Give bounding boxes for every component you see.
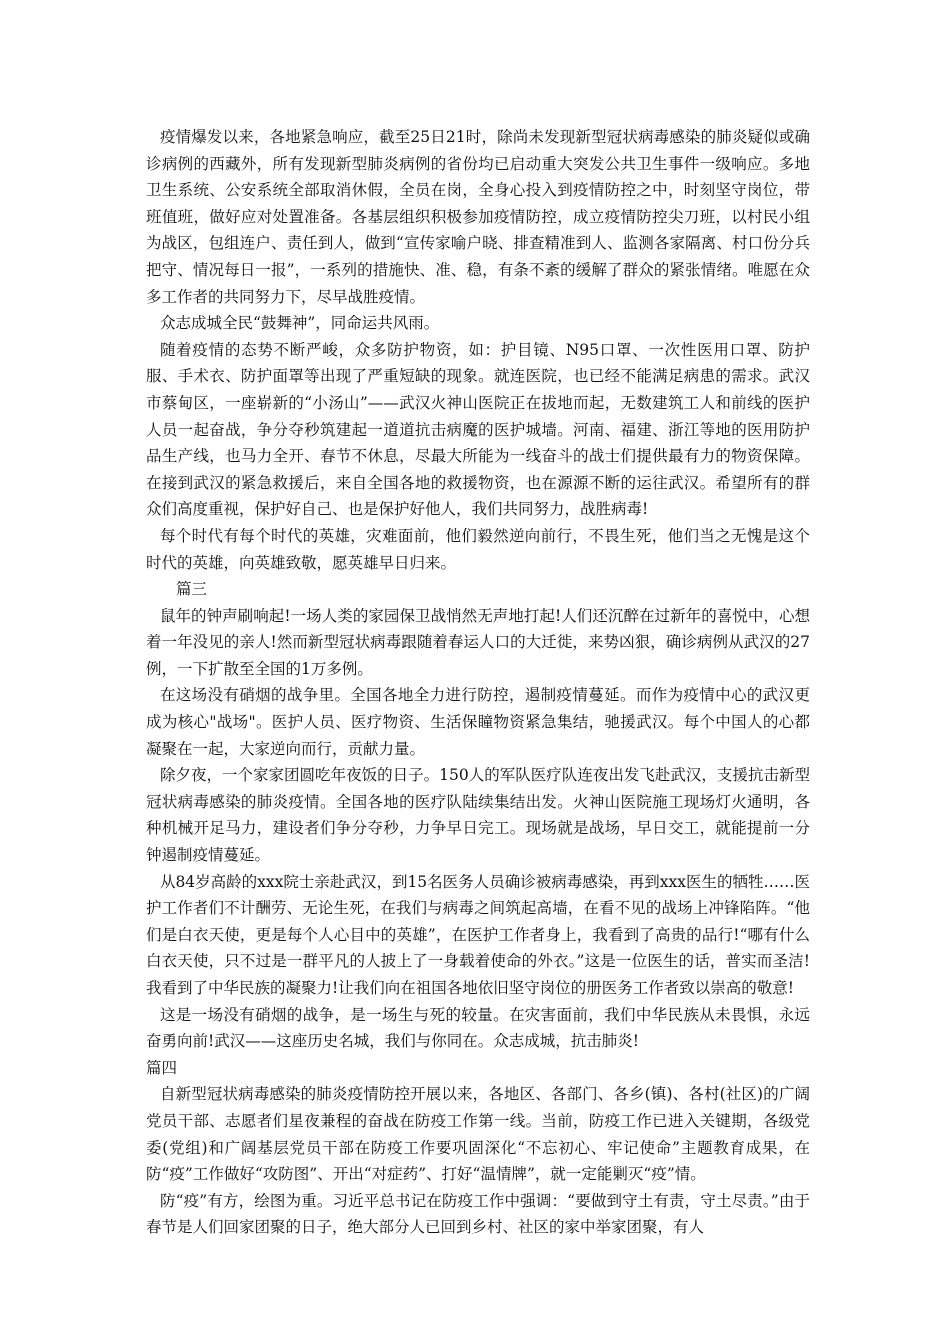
document-page: [146, 124, 810, 1241]
section-heading-4: 篇四: [146, 1058, 178, 1077]
paragraph: 防“疫”有方，绘图为重。习近平总书记在防疫工作中强调：“要做到守土有责，守土尽责。”由于春节是人们回家团聚的日子，绝大部分人已回到乡村、社区的家中举家团聚，有人: [146, 1191, 810, 1237]
paragraph: 众志成城全民“鼓舞神”，同命运共风雨。: [159, 314, 440, 333]
paragraph: 从84岁高龄的xxx院士亲赴武汉，到15名医务人员确诊被病毒感染，再到xxx医生的牺牲……医护工作者们不计酬劳、无论生死，在我们与病毒之间筑起高墙，在看不见的战场上冲锋陷阵。“他们是白衣天使，更是每个人心目中的英雄”，在医护工作者身上，我看到了高贵的品行!“哪有什么白衣天使，只不过是一群平凡的人披上了一身载着使命的外衣。”这是一位医生的话，普实而圣洁!我看到了中华民族的凝聚力!让我们向在祖国各地依旧坚守岗位的册医务工作者致以崇高的敬意!: [146, 872, 810, 997]
paragraph: 随着疫情的态势不断严峻，众多防护物资，如：护目镜、N95口罩、一次性医用口罩、防护服、手术衣、防护面罩等出现了严重短缺的现象。就连医院，也已经不能满足病患的需求。武汉市蔡甸区，一座崭新的“小汤山”——武汉火神山医院正在拔地而起，无数建筑工人和前线的医护人员一起奋战，争分夺秒筑建起一道道抗击病魔的医护城墙。河南、福建、浙江等地的医用防护品生产线，也马力全开、春节不休息，尽最大所能为一线奋斗的战士们提供最有力的物资保障。在接到武汉的紧急救援后，来自全国各地的救援物资，也在源源不断的运往武汉。希望所有的群众们高度重视，保护好自己、也是保护好他人，我们共同努力，战胜病毒!: [146, 340, 810, 519]
paragraph: 每个时代有每个时代的英雄，灾难面前，他们毅然逆向前行，不畏生死，他们当之无愧是这个时代的英雄，向英雄致敬，愿英雄早日归来。: [146, 526, 810, 572]
paragraph: 鼠年的钟声刷响起!一场人类的家园保卫战悄然无声地打起!人们还沉醉在过新年的喜悦中，心想着一年没见的亲人!然而新型冠状病毒跟随着春运人口的大迁徙，来势凶狠，确诊病例从武汉的27例，一下扩散至全国的1万多例。: [146, 606, 810, 678]
paragraph: 除夕夜，一个家家团圆吃年夜饭的日子。150人的军队医疗队连夜出发飞赴武汉，支援抗击新型冠状病毒感染的肺炎疫情。全国各地的医疗队陆续集结出发。火神山医院施工现场灯火通明，各种机械开足马力，建设者们争分夺秒，力争早日完工。现场就是战场，早日交工，就能提前一分钟遏制疫情蔓延。: [146, 766, 810, 865]
paragraph: 自新型冠状病毒感染的肺炎疫情防控开展以来，各地区、各部门、各乡(镇)、各村(社区)的广阔党员干部、志愿者们星夜兼程的奋战在防疫工作第一线。当前，防疫工作已进入关键期，各级党委(党组)和广阔基层党员干部在防疫工作要巩固深化“不忘初心、牢记使命”主题教育成果，在防“疫”工作做好“攻防图”、开出“对症药”、打好“温情牌”，就一定能剿灭“疫”情。: [146, 1085, 810, 1184]
paragraph: 在这场没有硝烟的战争里。全国各地全力进行防控，遏制疫情蔓延。而作为疫情中心的武汉更成为核心"战场"。医护人员、医疗物资、生活保瞳物资紧急集结，驰援武汉。每个中国人的心都凝聚在一起，大家逆向而行，贡献力量。: [146, 686, 810, 758]
section-heading-3: 篇三: [176, 580, 208, 599]
paragraph: 这是一场没有硝烟的战争，是一场生与死的较量。在灾害面前，我们中华民族从未畏惧，永远奋勇向前!武汉——这座历史名城，我们与你同在。众志成城，抗击肺炎!: [146, 1005, 810, 1051]
paragraph: 疫情爆发以来，各地紧急响应，截至25日21时，除尚未发现新型冠状病毒感染的肺炎疑似或确诊病例的西藏外，所有发现新型肺炎病例的省份均已启动重大突发公共卫生事件一级响应。多地卫生系统、公安系统全部取消休假，全员在岗，全身心投入到疫情防控之中，时刻坚守岗位，带班值班，做好应对处置准备。各基层组织积极参加疫情防控，成立疫情防控尖刀班，以村民小组为战区，包组连户、责任到人，做到“宣传家喻户晓、排查精准到人、监测各家隔离、村口份分兵把守、情况每日一报”，一系列的措施快、准、稳，有条不紊的缓解了群众的紧张情绪。唯愿在众多工作者的共同努力下，尽早战胜疫情。: [146, 128, 810, 306]
